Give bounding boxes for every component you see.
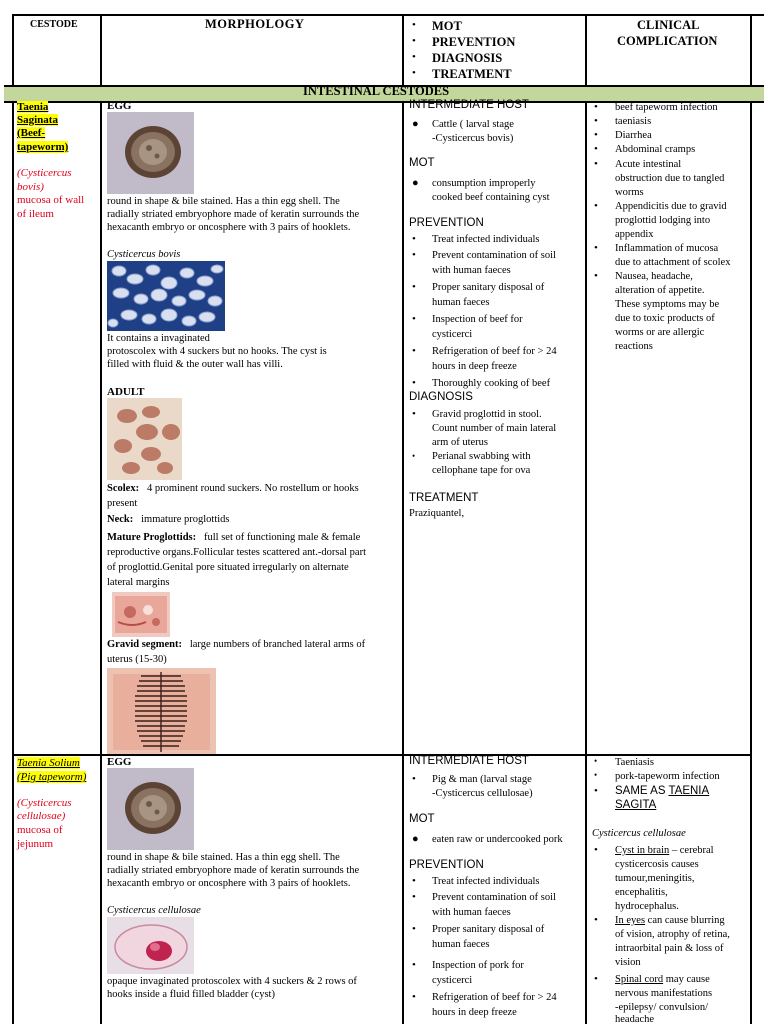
saginata-scolex-text2: present [107, 498, 138, 509]
gravid-segment-image [107, 668, 216, 754]
saginata-clinical-item: Acute intestinal [615, 159, 682, 170]
solium-cyst-line1: (Cysticercus [17, 797, 72, 809]
saginata-prevention-item-cont: with human faeces [432, 265, 511, 276]
header-diagnosis: DIAGNOSIS [432, 51, 503, 65]
solium-site-line1: mucosa of [17, 824, 63, 836]
header-prevention: PREVENTION [432, 35, 516, 49]
solium-clinical-spinal-text: may cause [663, 974, 710, 985]
bullet-icon: • [412, 345, 416, 357]
saginata-neck-text: immature proglottids [141, 514, 230, 525]
proglottid-image [112, 592, 170, 637]
saginata-clinical-item-cont: worms or are allergic [615, 327, 705, 338]
bullet-icon: • [412, 233, 416, 245]
saginata-mot-line1: consumption improperly [432, 178, 536, 189]
saginata-mature-label: Mature Proglottids: [107, 532, 197, 543]
solium-clinical-same-as-link-cont: SAGITA [615, 799, 657, 811]
saginata-prevention-item: Thoroughly cooking of beef [432, 378, 551, 389]
bullet-icon: • [594, 770, 598, 780]
saginata-clinical-item-cont: due to attachment of scolex [615, 257, 731, 268]
bullet-icon: • [594, 129, 598, 141]
saginata-egg-desc-line1: round in shape & bile stained. Has a thin egg shell. The [107, 196, 340, 207]
saginata-prevention-item-cont: cysticerci [432, 329, 473, 340]
bullet-icon: • [412, 67, 416, 79]
bullet-icon: • [412, 19, 416, 31]
saginata-egg-desc-line2: radially striated embryophore made of keratin surrounds the [107, 209, 360, 220]
saginata-clinical-item-cont: reactions [615, 341, 653, 352]
solium-clinical-brain-line3: tumour,meningitis, [615, 873, 695, 884]
egg-image [107, 112, 194, 194]
solium-prevention-item: Proper sanitary disposal of [432, 924, 545, 935]
header-cestode: CESTODE [30, 19, 78, 30]
solium-prevention-item-cont: hours in deep freeze [432, 1007, 517, 1018]
solium-ih-title: INTERMEDIATE HOST [409, 755, 529, 767]
saginata-ih-title: INTERMEDIATE HOST [409, 99, 529, 111]
saginata-prevention-item: Prevent contamination of soil [432, 250, 556, 261]
saginata-scolex-label: Scolex: [107, 483, 140, 494]
solium-egg-label: EGG [107, 756, 132, 768]
saginata-treatment-text: Praziquantel, [409, 508, 465, 519]
solium-clinical-eyes-text: can cause blurring [645, 915, 725, 926]
saginata-clinical-item-cont: proglottid lodging into [615, 215, 711, 226]
bullet-icon: • [412, 377, 416, 389]
saginata-clinical-item: taeniasis [615, 116, 652, 127]
saginata-clinical-item: Appendicitis due to gravid [615, 201, 727, 212]
saginata-clinical-item: beef tapeworm infection [615, 102, 718, 113]
saginata-diagnosis-item: Perianal swabbing with [432, 451, 531, 462]
solium-site-line2: jejunum [17, 838, 54, 850]
saginata-name-line4: tapeworm) [17, 141, 69, 153]
solium-egg-desc-line1: round in shape & bile stained. Has a thin egg shell. The [107, 852, 340, 863]
bullet-icon: • [594, 101, 598, 113]
saginata-clinical-item: Abdominal cramps [615, 144, 696, 155]
bullet-icon: • [412, 991, 416, 1003]
bullet-icon: • [412, 451, 416, 461]
saginata-diagnosis-item-cont: Count number of main lateral [432, 423, 557, 434]
solium-prevention-item-cont: with human faeces [432, 907, 511, 918]
saginata-cyst-desc-line1: It contains a invaginated [107, 333, 210, 344]
solium-clinical-pork-infection: pork-tapeworm infection [615, 771, 720, 782]
saginata-treatment-title: TREATMENT [409, 492, 479, 504]
saginata-clinical-item-cont: due to toxic products of [615, 313, 715, 324]
solium-clinical-spinal-line3: -epilepsy/ convulsion/ [615, 1002, 709, 1013]
saginata-gravid-label: Gravid segment: [107, 639, 182, 650]
bullet-icon: • [594, 158, 598, 170]
saginata-prevention-item-cont: human faeces [432, 297, 490, 308]
bullet-icon: • [412, 51, 416, 63]
solium-clinical-eyes-line2: of vision, atrophy of retina, [615, 929, 730, 940]
header-morphology: MORPHOLOGY [205, 17, 305, 31]
saginata-adult-label: ADULT [107, 386, 145, 398]
solium-prevention-item: Prevent contamination of soil [432, 892, 556, 903]
solium-clinical-brain-line5: hydrocephalus. [615, 901, 679, 912]
saginata-site-line1: mucosa of wall [17, 194, 85, 206]
saginata-prevention-item: Proper sanitary disposal of [432, 282, 545, 293]
solium-name-line2: (Pig tapeworm) [17, 771, 87, 783]
solium-mot-line1: eaten raw or undercooked pork [432, 834, 563, 845]
cyst-image [107, 261, 225, 331]
egg-image [107, 768, 194, 850]
bullet-icon: • [594, 756, 598, 766]
bullet-icon: • [594, 115, 598, 127]
bullet-icon: • [594, 270, 598, 282]
bullet-icon: ● [412, 118, 419, 130]
saginata-clinical-item-cont: alteration of appetite. [615, 285, 705, 296]
saginata-clinical-item: Inflammation of mucosa [615, 243, 719, 254]
saginata-ih-line2: -Cysticercus bovis) [432, 133, 514, 144]
solium-clinical-brain-label: Cyst in brain [615, 845, 670, 856]
bullet-icon: • [412, 281, 416, 293]
solium-prevention-item-cont: human faeces [432, 939, 490, 950]
saginata-prevention-item: Refrigeration of beef for > 24 [432, 346, 557, 357]
saginata-prevention-item-cont: hours in deep freeze [432, 361, 517, 372]
solium-clinical-taeniasis: Taeniasis [615, 757, 654, 768]
saginata-egg-desc-line3: hexacanth embryo or oncosphere with 3 pairs of hooklets. [107, 222, 351, 233]
adult-image [107, 398, 182, 480]
solium-prevention-item-cont: cysticerci [432, 975, 473, 986]
saginata-gravid-line2: uterus (15-30) [107, 654, 167, 665]
saginata-scolex-text: 4 prominent round suckers. No rostellum or hooks [146, 483, 359, 494]
bullet-icon: ● [412, 177, 419, 189]
saginata-cyst-line2: bovis) [17, 181, 44, 193]
bullet-icon: • [412, 875, 416, 887]
col-border-1 [100, 14, 102, 1024]
saginata-mature-line1: full set of functioning male & female [204, 532, 361, 543]
saginata-cyst-desc-line3: filled with fluid & the outer wall has villi. [107, 359, 283, 370]
bullet-icon: • [594, 844, 598, 856]
saginata-clinical-item-cont: worms [615, 187, 644, 198]
solium-clinical-spinal-line4: headache [615, 1014, 655, 1025]
saginata-mot-title: MOT [409, 157, 435, 169]
solium-clinical-spinal-label: Spinal cord [615, 974, 664, 985]
saginata-ih-line1: Cattle ( larval stage [432, 119, 514, 130]
bullet-icon: • [412, 35, 416, 47]
solium-name-line1: Taenia Solium [17, 757, 80, 769]
solium-clinical-eyes-line4: vision [615, 957, 641, 968]
col-border-3 [585, 14, 587, 1024]
solium-prevention-item: Inspection of pork for [432, 960, 524, 971]
saginata-name-line1: Taenia [17, 101, 49, 113]
bullet-icon: • [412, 249, 416, 261]
bullet-icon: • [594, 973, 598, 985]
header-treatment: TREATMENT [432, 67, 512, 81]
bullet-icon: • [412, 408, 416, 420]
solium-clinical-brain-text: – cerebral [669, 845, 714, 856]
saginata-diagnosis-title: DIAGNOSIS [409, 391, 473, 403]
solium-ih-line1: Pig & man (larval stage [432, 774, 532, 785]
saginata-cyst-line1: (Cysticercus [17, 167, 72, 179]
solium-clinical-same-as: SAME AS [615, 785, 669, 797]
bullet-icon: • [412, 773, 416, 785]
saginata-mature-line2: reproductive organs.Follicular testes scattered ant.-dorsal part [107, 547, 367, 558]
saginata-diagnosis-item: Gravid proglottid in stool. [432, 409, 542, 420]
solium-clinical-cyst-caption: Cysticercus cellulosae [592, 828, 686, 839]
saginata-gravid-line1: large numbers of branched lateral arms of [189, 639, 366, 650]
solium-clinical-eyes-line3: intraorbital pain & loss of [615, 943, 724, 954]
header-mot: MOT [432, 19, 462, 33]
solium-clinical-brain-line2: cysticercosis causes [615, 859, 699, 870]
solium-egg-desc-line2: radially striated embryophore made of keratin surrounds the [107, 865, 360, 876]
solium-cyst-caption: Cysticercus cellulosae [107, 905, 201, 916]
bullet-icon: • [594, 914, 598, 926]
solium-clinical-spinal-line2: nervous manifestations [615, 988, 713, 999]
col-border-2 [402, 14, 404, 1024]
bullet-icon: • [412, 313, 416, 325]
bullet-icon: • [594, 785, 598, 797]
table-top-border [12, 14, 764, 16]
cyst-image [107, 917, 194, 974]
saginata-mot-line2: cooked beef containing cyst [432, 192, 550, 203]
saginata-prevention-item: Inspection of beef for [432, 314, 523, 325]
solium-prevention-item: Refrigeration of beef for > 24 [432, 992, 557, 1003]
solium-clinical-brain-line4: encephalitis, [615, 887, 668, 898]
saginata-site-line2: of ileum [17, 208, 54, 220]
bullet-icon: ● [412, 833, 419, 845]
bullet-icon: • [594, 143, 598, 155]
saginata-egg-label: EGG [107, 100, 132, 112]
saginata-clinical-item-cont: appendix [615, 229, 654, 240]
saginata-diagnosis-item-cont: arm of uterus [432, 437, 488, 448]
saginata-clinical-item: Nausea, headache, [615, 271, 693, 282]
bullet-icon: • [412, 959, 416, 971]
saginata-mature-line4: lateral margins [107, 577, 170, 588]
solium-clinical-eyes-label: In eyes [615, 915, 646, 926]
saginata-name-line2: Saginata [17, 114, 58, 126]
col-border-4 [750, 14, 752, 1024]
solium-cyst-desc-line2: hooks inside a fluid filled bladder (cyst) [107, 989, 275, 1000]
saginata-clinical-item: Diarrhea [615, 130, 652, 141]
bullet-icon: • [594, 242, 598, 254]
bullet-icon: • [412, 923, 416, 935]
col-border-0 [12, 14, 14, 1024]
solium-ih-line2: -Cysticercus cellulosae) [432, 788, 533, 799]
saginata-cyst-desc-line2: protoscolex with 4 suckers but no hooks. The cyst is [107, 346, 327, 357]
solium-egg-desc-line3: hexacanth embryo or oncosphere with 3 pairs of hooklets. [107, 878, 351, 889]
header-complication: COMPLICATION [617, 34, 718, 48]
saginata-clinical-item-cont: These symptoms may be [615, 299, 720, 310]
bullet-icon: • [594, 200, 598, 212]
saginata-diagnosis-item-cont: cellophane tape for ova [432, 465, 531, 476]
saginata-cyst-caption: Cysticercus bovis [107, 249, 181, 260]
saginata-prevention-item: Treat infected individuals [432, 234, 540, 245]
header-clinical: CLINICAL [637, 18, 700, 32]
saginata-mature-line3: of proglottid.Genital pore situated irregularly on alternate [107, 562, 349, 573]
solium-mot-title: MOT [409, 813, 435, 825]
bullet-icon: • [412, 891, 416, 903]
solium-prevention-title: PREVENTION [409, 859, 484, 871]
saginata-prevention-title: PREVENTION [409, 217, 484, 229]
saginata-name-line3: (Beef- [17, 127, 46, 139]
solium-clinical-same-as-link: TAENIA [668, 785, 710, 797]
solium-cyst-desc-line1: opaque invaginated protoscolex with 4 suckers & 2 rows of [107, 976, 357, 987]
solium-cyst-line2: cellulosae) [17, 810, 66, 822]
solium-prevention-item: Treat infected individuals [432, 876, 540, 887]
saginata-clinical-item-cont: obstruction due to tangled [615, 173, 725, 184]
saginata-neck-label: Neck: [107, 514, 134, 525]
section-title: INTESTINAL CESTODES [303, 84, 450, 98]
